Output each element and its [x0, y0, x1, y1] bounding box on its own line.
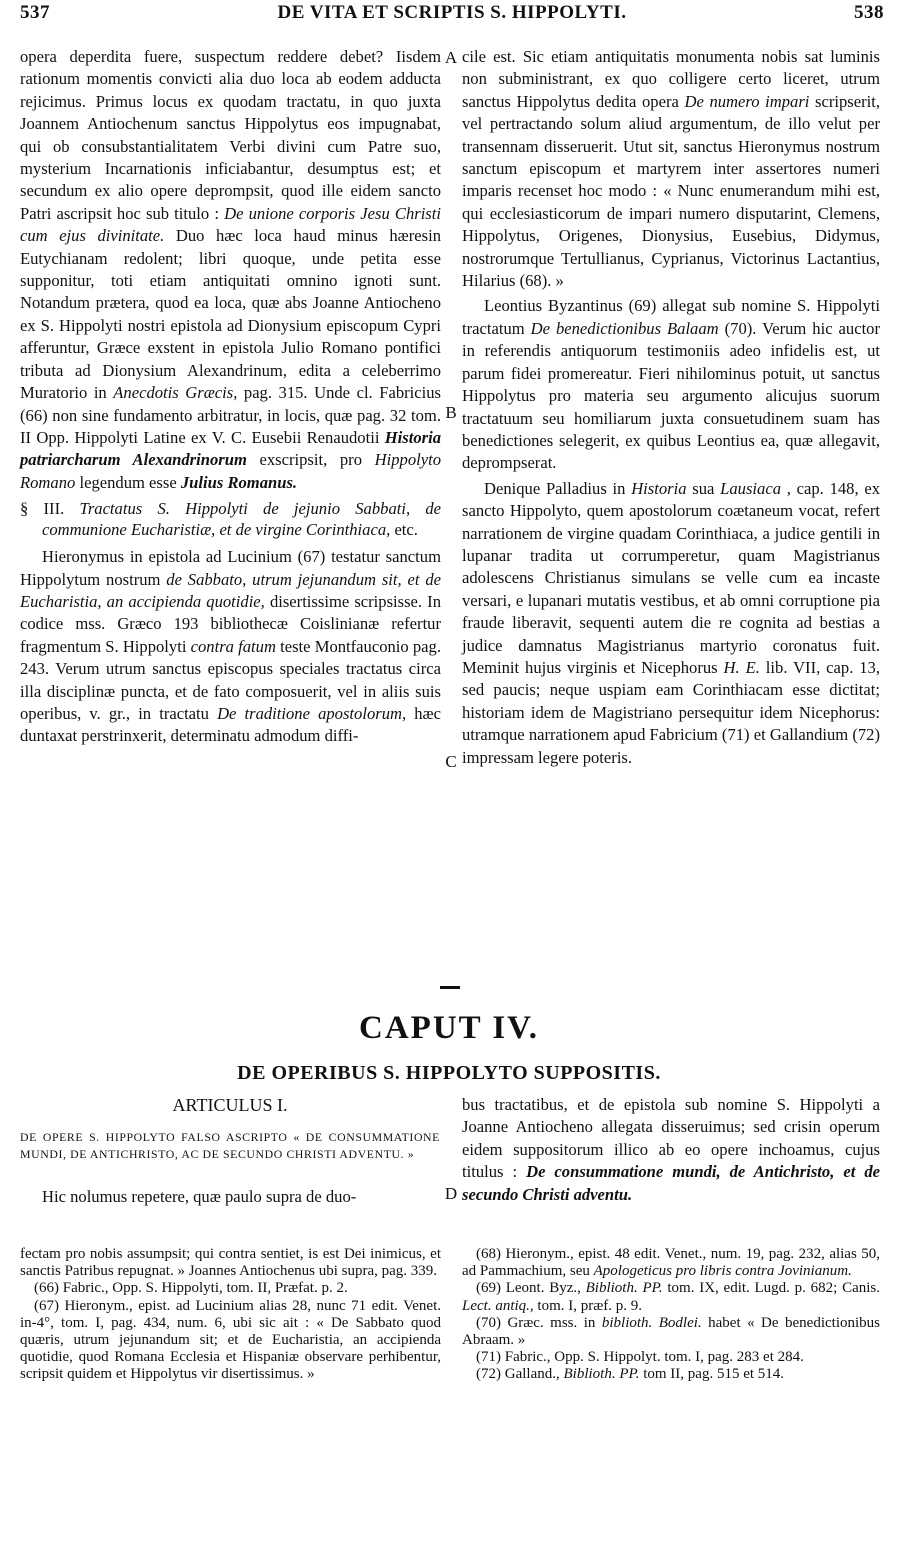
- footnotes-left: [20, 1246, 441, 1384]
- running-title: DE VITA ET SCRIPTIS S. HIPPOLYTI.: [277, 2, 627, 23]
- right-paragraph-3: Denique Palladius in Historia sua Lausiaca , cap. 148, ex sancto Hippolyto, quem apostolorum coætaneum vocat, refert narrationem de virgine quadam Corinthiaca, a judice gentili in lupanar tradita ut corrumperetur, quam Magistrianus adolescens Christianus simulans se velle cum ea incaste versari, e lupanari mutatis vestibus, et ab omni corruptione pia fraude liberavit, sequenti autem die re cognita ad bestias a judice damnatus Magistrianus martyrio coronatus fuit. Meminit hujus virginis et Nicephorus H. E. lib. VII, cap. 13, sed paucis; neque uspiam eam Corinthiacam esse dictitat; historiam idem de Magistriano persequitur idem Nicephorus: utramque narrationem apud Fabricium (71) et Gallandium (72) impressam legere poteris.: [462, 478, 881, 767]
- left-column: [20, 46, 441, 748]
- chapter-subtitle: DE OPERIBUS S. HIPPOLYTO SUPPOSITIS.: [237, 1062, 661, 1084]
- margin-letter-b: B: [445, 403, 457, 422]
- margin-letter-c: C: [445, 752, 457, 771]
- section-heading: § III. Tractatus S. Hippolyti de jejunio Sabbati, de communione Eucharistiæ, et de virgine Corinthiaca, etc.: [20, 499, 441, 540]
- margin-letter-d: D: [444, 1184, 458, 1203]
- chapter-title: CAPUT IV.: [359, 1010, 539, 1046]
- chapter-right-text: [462, 1094, 880, 1206]
- article-description: DE OPERE S. HIPPOLYTO FALSO ASCRIPTO « DE CONSUMMATIONE MUNDI, DE ANTICHRISTO, AC DE SECUNDO CHRISTI ADVENTU. »: [20, 1130, 440, 1161]
- footnote-68: (68) Hieronym., epist. 48 edit. Venet., num. 19, pag. 232, alias 50, ad Pammachium, seu Apologeticus pro libris contra Jovinianum.: [462, 1246, 880, 1280]
- footnote-66: (66) Fabric., Opp. S. Hippolyti, tom. II, Præfat. p. 2.: [34, 1280, 348, 1297]
- left-paragraph-1: opera deperdita fuere, suspectum reddere debet? Iisdem rationum momentis convicti alia duo loca ab eodem adducta rejicimus. Primus locus ex quodam tractatu, in quo juxta Joannem Antiochenum sanctus Hippolytus eos impugnabat, qui ob consubstantialitatem Verbi divini cum Patre suo, mysterium Incarnationis inficiabantur, desumptus est; et secundum ex alio opere deprompsit, quod ille eidem sancto Patri ascripsit hoc sub titulo : De unione corporis Jesu Christi cum ejus divinitate. Duo hæc loca haud minus hæresin Eutychianam redolent; libri quoque, unde petita esse supponitur, toti etiam antiquitati omnino ignoti sunt. Notandum prætera, quod ea loca, quæ abs Joanne Antiocheno ex S. Hippolyti nostri epistola ad Dionysium episcopum Cypri afferuntur, Græce exstent in epistola Julio Romano pontifici tributa ad Dionysium Alexandrinum, edita a celeberrimo Muratorio in Anecdotis Græcis, pag. 315. Unde cl. Fabricius (66) non sine fundamento arbitratur, in locis, quæ pag. 32 tom. II Opp. Hippolyti Latine ex V. C. Eusebii Renaudotii Historia patriarcharum Alexandrinorum exscripsit, pro Hippolyto Romano legendum esse Julius Romanus.: [20, 47, 441, 492]
- footnote-69: (69) Leont. Byz., Biblioth. PP. tom. IX, edit. Lugd. p. 682; Canis. Lect. antiq., tom. I, præf. p. 9.: [462, 1280, 881, 1314]
- right-paragraph-2: Leontius Byzantinus (69) allegat sub nomine S. Hippolyti tractatum De benedictionibus Balaam (70). Verum hic auctor in referendis antiquorum testimoniis adeo infidelis est, ut parum fidei promereatur. Fieri nihilominus potuit, ut sanctus Hippolytus pro materia seu argumento alicujus suorum tractatuum seu homiliarum juxta consuetudinem suam has benedictiones selegerit, ex quibus Leontius ea, quæ allegavit, deprompserat.: [462, 296, 881, 473]
- footnote-72: (72) Galland., Biblioth. PP. tom II, pag. 515 et 514.: [476, 1366, 785, 1383]
- section-divider: [440, 986, 460, 989]
- chapter-left-text: Hic nolumus repetere, quæ paulo supra de duo-: [42, 1187, 357, 1206]
- chapter-right-paragraph: bus tractatibus, et de epistola sub nomine S. Hippolyti a Joanne Antiocheno allegata disseruimus; sed crisin operum eidem suppositorum illico ab eo opere inchoamus, cujus titulus : De consummatione mundi, de Antichristo, et de secundo Christi adventu.: [462, 1095, 880, 1204]
- footnote-70: (70) Græc. mss. in biblioth. Bodlei. habet « De benedictionibus Abraam. »: [462, 1314, 880, 1349]
- right-paragraph-1: cile est. Sic etiam antiquitatis monumenta nobis sat luminis non subministrant, ex quo colligere certo liceret, utrum sanctus Hippolytus dedita opera De numero impari scripserit, vel pertractando solum aliud argumentum, de illo velut per transennam disseruerit. Utut sit, sanctus Hieronymus nostrum sanctum episcopum et martyrem inter assertores numeri imparis recenset hoc modo : « Nunc enumerandum mihi est, qui ecclesiasticorum de impari numero disputarint, Clemens, Hippolytus, Origenes, Dionysius, Eusebius, Didymus, nostrorumque Tertullianus, Cyprianus, Victorinus Lactantius, Hilarius (68). »: [462, 47, 881, 291]
- page-number-right: 538: [854, 2, 884, 23]
- running-head: [20, 2, 884, 28]
- left-paragraph-2: Hieronymus in epistola ad Lucinium (67) testatur sanctum Hippolytum nostrum de Sabbato, utrum jejunandum sit, et de Eucharistia, an accipienda quotidie, disertissime scripsisse. In codice mss. Græco 193 bibliothecæ Coislinianæ refertur fragmentum S. Hippolyti contra fatum teste Montfauconio pag. 243. Verum utrum sanctus episcopus speciales tractatus circa illa disciplinæ puncta, et de fato composuerit, vel in aliis suis operibus, v. gr., in tractatu De traditione apostolorum, hæc duntaxat perstrinxerit, determinatu admodum diffi-: [20, 547, 441, 746]
- margin-letter-a: A: [444, 48, 458, 67]
- right-column: [462, 46, 880, 769]
- page-number-left: 537: [20, 2, 50, 23]
- footnote-continuation: fectam pro nobis assumpsit; qui contra sentiet, is est Dei inimicus, et sanctis Patribus repugnat. » Joannes Antiochenus ubi supra, pag. 339.: [20, 1246, 441, 1280]
- footnote-71: (71) Fabric., Opp. S. Hippolyt. tom. I, pag. 283 et 284.: [476, 1349, 804, 1366]
- article-heading: ARTICULUS I.: [172, 1095, 288, 1115]
- footnotes-right: [462, 1246, 880, 1384]
- footnote-67: (67) Hieronym., epist. ad Lucinium alias 28, nunc 71 edit. Venet. in-4°, tom. I, pag. 434, num. 6, ubi sic ait : « De Sabbato quod quæris, utrum jejunandum sit; et de Eucharistia, an accipienda quotidie, quod Romana Ecclesia et Hispaniæ observare perhibentur, scripsit quidem et Hippolytus vir disertissimus. »: [20, 1297, 441, 1383]
